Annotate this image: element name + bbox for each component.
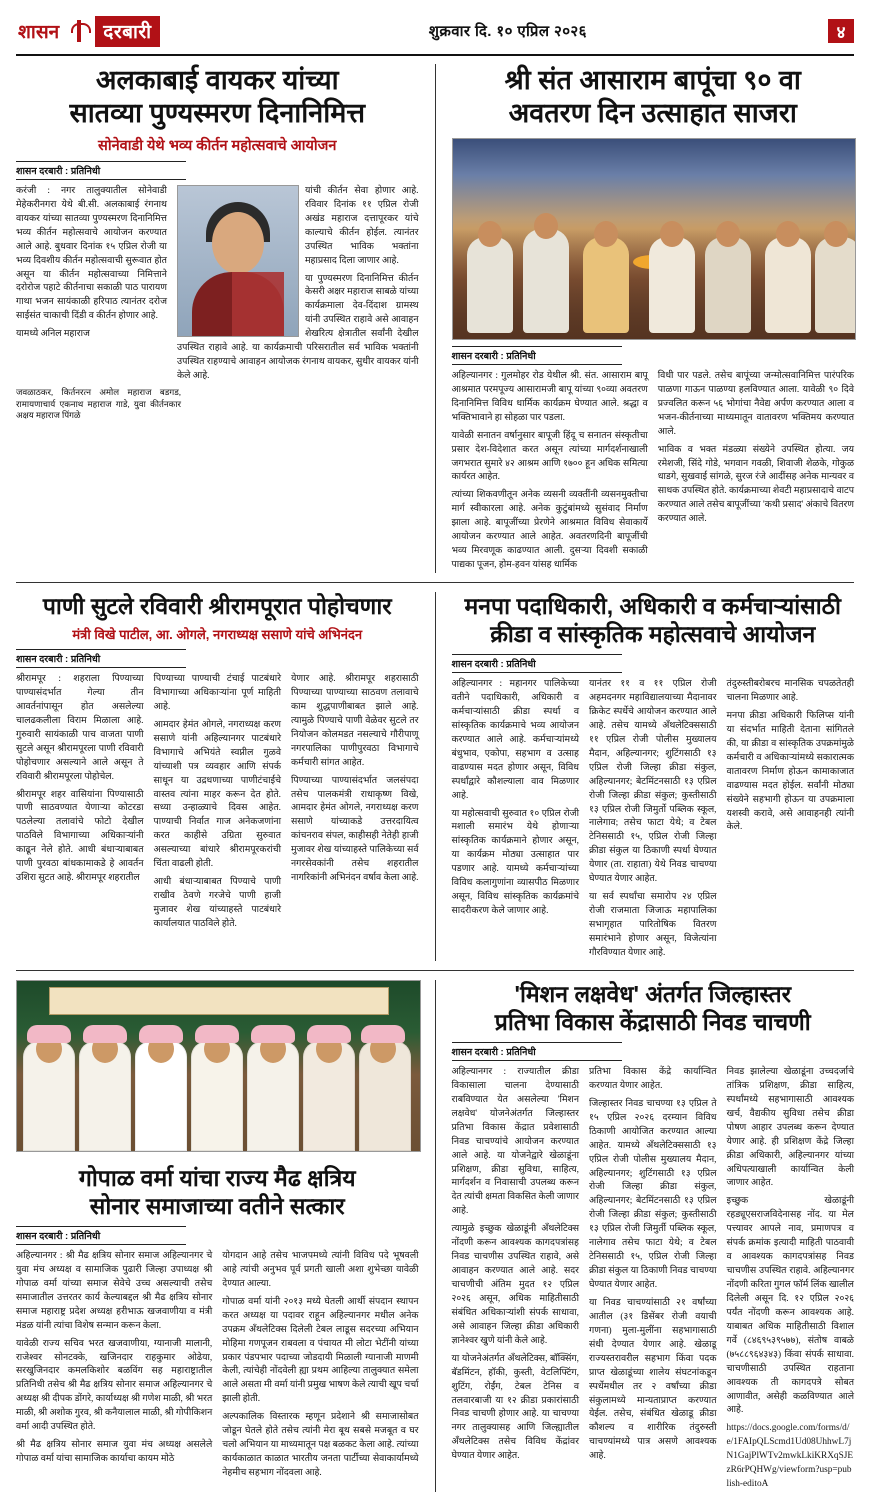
- article4-col1: अहिल्यानगर : महानगर पालिकेच्या वतीने पदाधिकारी, अधिकारी व कर्मचाऱ्यांसाठी क्रीडा स्पर्धा व सांस्कृतिक कार्यक्रमाचे भव्य आयोजन करण्यात आले आहे. कर्मचाऱ्यांमध्ये बंधुभाव, एकोपा, सहभाग व उत्साह वाढण्यास मदत होणार असून, विविध स्पर्धांद्वारे कौशल्याला वाव मिळणार आहे.: [451, 679, 579, 801]
- article-mnpa-sports: [452, 592, 855, 961]
- article-mission-lakshyavedh: [452, 980, 855, 1492]
- logo-text-right: दरबारी: [95, 16, 159, 47]
- bottom-section: [16, 980, 854, 1492]
- flame-emblem-icon: [69, 20, 89, 42]
- photo-person-cap: [27, 1025, 71, 1043]
- article4-headline-line1: मनपा पदाधिकारी, अधिकारी व कर्मचाऱ्यांसाठी: [464, 593, 841, 619]
- article6-form-link[interactable]: https://docs.google.com/forms/d/e/1FAIpQLScmd1Ud08UhhwL7jN1GajPlWTv2mwkLkiKRXqSJEzR6rPQHWg/viewform?usp=publish-editoA: [726, 1423, 854, 1490]
- photo-person-cap: [251, 1025, 295, 1043]
- article3-col3: येणार आहे. श्रीरामपूर शहरासाठी पिण्याच्या पाण्याच्या साठवण तलावाचे काम शुद्धपाणीबाबत झाले आहे. त्यामुळे पिण्याचे पाणी वेळेवर सुटले तर नियोजन कोलमडत नसल्याचे गौरीपाणू नगरपालिका पाणीपुरवठा विभागाचे कर्मचारी सांगत आहेत.: [291, 674, 419, 768]
- group-photo-felicitation: [16, 980, 421, 1152]
- middle-section: [16, 592, 854, 961]
- article2-col2b: भाविक व भक्त मंडळ्या संख्येने उपस्थित होत्या. जय रमेशजी, सिंदे गोडे, भगवान गवळी, शिवाजी शेळके, गोकुळ धाडगे, सुखवाई सांगळे, सुरज रंजे आदींसह अनेक मान्यवर व साधक उपस्थित होते. कार्यक्रमाच्या शेवटी महाप्रसादाचे वाटप करण्यात आले तसेच बापूजींच्या 'कथी प्रसाद' अंकाचे वितरण करण्यात आले.: [657, 444, 855, 525]
- issue-date: शुक्रवार दि. १० एप्रिल २०२६: [428, 23, 587, 40]
- article6-byline: शासन दरबारी : प्रतिनिधी: [452, 1042, 622, 1061]
- masthead: [16, 14, 854, 56]
- article5-headline-line1: गोपाळ वर्मा यांचा राज्य मैढ क्षत्रिय: [78, 1164, 356, 1191]
- article2-col1b: यावेळी सनातन वर्षानुसार बापूजी हिंदू च सनातन संस्कृतीचा प्रसार देश-विदेशात करत असून त्यांच्या मार्गदर्शनाखाली जगभरात सुमारे ४२ आश्रम आणि १७०० हून अधिक समित्या कार्यरत आहेत.: [451, 430, 648, 483]
- article3-byline: शासन दरबारी : प्रतिनिधी: [16, 649, 186, 668]
- article-water-shrirampur: [16, 592, 419, 961]
- article6-col3: निवड झालेल्या खेळाडूंना उच्चदर्जाचे तांत्रिक प्रशिक्षण, क्रीडा साहित्य, स्पर्धांमध्ये सहभागासाठी आवश्यक खर्च, वैद्यकीय सुविधा तसेच क्रीडा पोषण आहार उपलब्ध करून देण्यात येणार आहे. ही प्रशिक्षण केंद्रे जिल्हा क्रीडा अधिकारी, अहिल्यानगर यांच्या अधिपत्याखाली कार्यान्वित केली जाणार आहेत.: [726, 1066, 854, 1189]
- article1-col2: यांची कीर्तन सेवा होणार आहे. रविवार दिनांक ११ एप्रिल रोजी अखंड महाराज दत्तापूरकर यांचे काल्याचे कीर्तन होईल. त्यानंतर उपस्थित भाविक भक्तांना महाप्रसाद दिला जाणार आहे.: [304, 185, 419, 266]
- photo-people-row: [17, 1031, 420, 1151]
- article6-col2c: या निवड चाचण्यांसाठी २१ वर्षांच्या आतील (३१ डिसेंबर रोजी वयाची गणना) मुला-मुलींना सहभागासाठी संधी देण्यात येणार आहे. खेळाडू राज्यस्तरावरील सहभाग किंवा पदक प्राप्त खेळाडूंच्या शालेय संघटनांकडून स्पर्धेमधील तर २ वर्षांच्या क्रीडा संकुलामध्ये मान्यताप्राप्त करण्यात येईल. तसेच, संबंधित खेळाडू क्रीडा कौशल्य व शारीरिक तंदुरुस्ती चाचण्यांमध्ये पात्र असणे आवश्यक आहे.: [589, 1297, 717, 1462]
- article2-headline-line1: श्री संत आसाराम बापूंचा ९० वा: [504, 65, 801, 95]
- photo-person-cap: [83, 1025, 127, 1043]
- article4-col1b: या महोत्सवाची सुरुवात १० एप्रिल रोजी मशाली समारंभ येथे होणाऱ्या सांस्कृतिक कार्यक्रमाने होणार असून, या कार्यक्रम मोठ्या उत्साहात पार पडणार आहे. यामध्ये कर्मचाऱ्यांच्या विविध कलागुणांना व्यासपीठ मिळणार असून, विविध सांस्कृतिक कार्यक्रमांचे सादरीकरण केले जाणार आहे.: [451, 808, 579, 917]
- article6-col3b: इच्छुक खेळाडूंनी रहड्यूएसराजविदेनासह नोंद. या मेल पत्त्यावर आपले नाव, प्रमाणपत्र व संपर्क क्रमांक इत्यादी माहिती पाठवावी व आवश्यक कागदपत्रांसह निवड चाचणीस उपस्थित राहावे. अहिल्यानगर नोंदणी करिता गुगल फॉर्म लिंक खालील दिलेली असून दि. १२ एप्रिल २०२६ पर्यंत नोंदणी करून आवश्यक आहे. याबाबत अधिक माहितीसाठी विशाल गर्वे (८४६९५३९५७७), संतोष वाबळे (७५८८९६४३४३) किंवा संपर्क साधावा. चाचणीसाठी उपस्थित राहताना आवश्यक ती कागदपत्रे सोबत आणावीत, असेही कळविण्यात आले आहे.: [726, 1196, 854, 1416]
- article2-col1c: त्यांच्या शिकवणीतून अनेक व्यसनी व्यक्तींनी व्यसनमुक्तीचा मार्ग स्वीकारला आहे. अनेक कुटुंबांमध्ये सुसंवाद निर्माण झाला आहे. बापूजींच्या प्रेरणेने आश्रमात विविध सेवाकार्ये आयोजन करण्यात आले आहेत. अवतरणदिनी बापूजींची भव्य मिरवणूक काढण्यात आली. दुसऱ्या दिवशी सकाळी पाद्यका पूजन, होम-हवन यांसह धार्मिक: [451, 490, 648, 571]
- photo-person-cap: [195, 1025, 239, 1043]
- article-alkabai-vaykar: [16, 64, 419, 573]
- article1-col2b: या पुण्यस्मरण दिनानिमित्त कीर्तन केसरी अक्षर महाराज साबळे यांच्या कार्यक्रमाला देव-दिंदाश ग्रामस्थ यांनी उपस्थित राहावे असे आवाहन शेखरित्य क्षेत्रातील सर्वांनी देखील उपस्थित राहावे आहे. या कार्यक्रमाची परिसरातील सर्व भाविक भक्तांनी उपस्थित राहण्याचे आवाहन आयोजक रंगनाथ वायकर, सुधीर वायकर यांनी केले आहे.: [176, 273, 419, 382]
- section-divider: [16, 970, 854, 971]
- article1-headline-line2: सातव्या पुण्यस्मरण दिनानिमित्त: [69, 97, 366, 128]
- article-gopal-verma: [16, 980, 419, 1492]
- publication-logo: [16, 16, 160, 47]
- article5-col1c: श्री मैढ क्षत्रिय सोनार समाज युवा मंच अध्यक्ष असलेले गोपाळ वर्मा यांचा सामाजिक कार्याचा कायम मोठे: [16, 1440, 213, 1465]
- article-asaram-bapu: [452, 64, 855, 573]
- article4-byline: शासन दरबारी : प्रतिनिधी: [452, 654, 622, 673]
- article2-byline: शासन दरबारी : प्रतिनिधी: [452, 346, 622, 365]
- article4-col2: यानंतर ११ व ११ एप्रिल रोजी अहमदनगर महाविद्यालयाच्या मैदानावर क्रिकेट स्पर्धेचे आयोजन करण्यात आले आहे. तसेच यामध्ये अँथलेटिक्ससाठी ११ एप्रिल रोजी पोलीस मुख्यालय मैदान, अहिल्यानगर; शुटिंगसाठी १३ एप्रिल रोजी जिल्हा क्रीडा संकुल, अहिल्यानगर; बेटमिंटनसाठी १३ एप्रिल रोजी जिल्हा क्रीडा संकुल; कुस्तीसाठी १३ एप्रिल रोजी जिमुर्तो पब्लिक स्कूल, नालेगाव; तसेच फाटा येथे; व टेबल टेनिससाठी १५, एप्रिल रोजी जिल्हा क्रीडा संकुल या ठिकाणी स्पर्धा घेण्यात येणार (ता. राहाता) येथे निवड चाचण्या घेण्यात येणार आहेत.: [589, 679, 717, 885]
- article4-col2b: या सर्व स्पर्धांचा समारोप २४ एप्रिल रोजी राजमाता जिजाऊ महापालिका सभागृहात पारितोषिक वितरण समारंभाने होणार असून, विजेत्यांना गौरविण्यात येणार आहे.: [589, 892, 717, 958]
- column-divider: [435, 64, 436, 573]
- event-photo-head: [660, 221, 684, 247]
- article3-col2c: आधी बंधाऱ्याबाबत पिण्याचे पाणी राखीव ठेवणे गरजेचे पाणी हाजी मुजावर शेख यांच्याहस्ते पाटबंधारे कार्यालयात पाठविले होते.: [153, 877, 281, 929]
- photo-person-cap: [361, 1025, 405, 1043]
- article5-col1: अहिल्यानगर : श्री मैढ क्षत्रिय सोनार समाज अहिल्यानगर चे युवा मंच अध्यक्ष व सामाजिक पुढारी जिल्हा उपाध्यक्ष श्री गोपाळ वर्मा यांच्या समाज सेवेचे उच्च असल्याची तसेच समाजातील उत्तरतर कार्य केल्याबद्दल श्री मैढ क्षत्रिय सोनार समाज महाराष्ट्र प्रदेश अध्यक्ष हरीभाऊ खजवाणीया व मंत्री मंडळ यांनी त्यांचा विशेष सन्मान करून केला.: [16, 1250, 213, 1331]
- article6-col1b: त्यामुळे इच्छुक खेळाडूंनी अँथलेटिक्स नोंदणी करून आवश्यक कागदपत्रांसह निवड चाचणीस उपस्थित राहावे, असे आवाहन करण्यात आले आहे. सदर चाचणीची अंतिम मुदत १२ एप्रिल २०२६ असून, अधिक माहितीसाठी संबंधित अधिकाऱ्यांशी संपर्क साधावा, असे आवाहन जिल्हा क्रीडा अधिकारी ज्ञानेश्वर खुणे यांनी केले आहे.: [451, 1224, 579, 1346]
- event-photo-person: [523, 229, 569, 333]
- event-photo-head: [716, 221, 740, 247]
- event-photo-head: [534, 213, 558, 239]
- section-divider: [16, 582, 854, 583]
- photo-banner: [49, 987, 389, 1015]
- event-photo-person: [583, 237, 629, 333]
- portrait-photo-alkabai: [177, 185, 299, 337]
- portrait-sari: [232, 272, 284, 336]
- article1-col1b: यामध्ये अनिल महाराज: [16, 329, 90, 340]
- event-photo-head: [478, 221, 502, 247]
- article2-col1: अहिल्यानगर : गुलमोहर रोड येथील श्री. संत. आसाराम बापू आश्रमात परमपूज्य आसारामजी बापू यांच्या ९०व्या अवतरण दिनानिमित्त विविध धार्मिक कार्यक्रम घेण्यात आले. श्रद्धा व भक्तिभावाने हा सोहळा पार पडला.: [451, 370, 648, 423]
- event-photo-person: [467, 237, 513, 333]
- event-photo-person: [705, 237, 751, 333]
- event-photo-head: [824, 221, 848, 247]
- article5-col1b: यावेळी राज्य सचिव भरत खजवाणीया, ग्यानाजी मालानी, राजेश्वर सोनटक्के, खजिनदार राहकुमार ओढेया, सरखुजिनदार कमलकिशोर बळविंग सह महाराष्ट्रातील प्रतिनिधी तसेच श्री मैढ क्षत्रिय सोनार समाज अहिल्यानगर चे अध्यक्ष श्री दीपक डोंगरे, कार्याध्यक्ष श्री गणेश माळी, श्री भरत माळी, श्री अशोक गुरव, श्री कनैयालाल माळी, श्री गोपीकिशन वर्मा आदी उपस्थित होते.: [16, 1338, 213, 1433]
- top-section: [16, 64, 854, 573]
- article1-col1: करंजी : नगर तालुक्यातील सोनेवाडी मेहेकरीनगरा येथे बी.सी. अलकाबाई रंगनाथ वायकर यांच्या सातव्या पुण्यस्मरण दिनानिमित्त भव्य कीर्तन महोत्सवाचे आयोजन करण्यात आले आहे. बुधवार दिनांक १५ एप्रिल रोजी या भव्य दिवशीय कीर्तन महोत्सवाची सुरूवात होत असून या कीर्तन महोत्सवाच्या निमित्ताने दरोरोज पहाटे कीर्तनाचा सकाळी पाठ पारायण गाथा भजन सायंकाळी हरिपाठ त्यानंतर दरोज साईसंत चाकाची दिंडी व कीर्तन होणार आहे.: [16, 185, 167, 322]
- article6-col2b: जिल्हास्तर निवड चाचण्या १३ एप्रिल ते १५ एप्रिल २०२६ दरम्यान विविध ठिकाणी आयोजित करण्यात आल्या आहेत. यामध्ये अँथलेटिक्ससाठी १३ एप्रिल रोजी पोलीस मुख्यालय मैदान, अहिल्यानगर; शुटिंगसाठी १३ एप्रिल रोजी जिल्हा क्रीडा संकुल, अहिल्यानगर; बेटमिंटनसाठी १३ एप्रिल रोजी जिल्हा क्रीडा संकुल; कुस्तीसाठी १३ एप्रिल रोजी जिमुर्ती पब्लिक स्कूल, नालेगाव तसेच फाटा येथे; व टेबल टेनिससाठी १५, एप्रिल रोजी जिल्हा क्रीडा संकुल या ठिकाणी निवड चाचण्या घेण्यात येणार आहेत.: [589, 1098, 717, 1290]
- article6-col1: अहिल्यानगर : राज्यातील क्रीडा विकासाला चालना देण्यासाठी राबविण्यात येत असलेल्या 'मिशन लक्षवेध' योजनेअंतर्गत जिल्हास्तर प्रतिभा विकास केंद्रात प्रवेशासाठी निवड चाचण्यांचे आयोजन करण्यात आले आहे. या योजनेद्वारे खेळाडूंना प्रशिक्षण, क्रीडा सुविधा, साहित्य, मार्गदर्शन व निवासाची उपलब्ध करून देत त्यांची क्षमता विकसित केली जाणार आहे.: [451, 1066, 579, 1217]
- article2-headline-line2: अवतरण दिन उत्साहात साजरा: [508, 97, 797, 128]
- article3-col3b: पिण्याच्या पाण्यासंदर्भात जलसंपदा तसेच पालकमंत्री राधाकृष्ण विखे, आमदार हेमंत ओगले, नगराध्यक्ष करण ससाणे यांच्याकडे उत्तरदायित्व कांचनराव संपल, काहीसही नेतेही हाजी मुजावर शेख यांच्याहस्ते पालिकेच्या सर्व नगरसेवकांनी तसेच शहरातील नागरिकांनी अभिनंदन वर्षाव केला आहे.: [291, 775, 419, 884]
- article3-col1: श्रीरामपूर : शहराला पिण्याच्या पाण्यासंदर्भात गेल्या तीन आवर्तनांपासून होत असलेल्या चालढकलीला विराम मिळाला आहे. गुरुवारी सायंकाळी पाच वाजता पाणी सुटले असून श्रीरामपूरला पाणी रविवारी पोहोचणार असल्याने आले असून ते रविवारी श्रीरामपूरला पोहोचेल.: [16, 674, 144, 782]
- article5-col2c: अल्पकालिक विस्तारक म्हणून प्रदेशाने श्री समाजासोबत जोडून घेतले होते तसेच त्यांनी मेरा बूथ सबसे मजबूत व घर चलो अभियान या माध्यमातून पक्ष बळकट केला आहे. त्यांच्या कार्यकाळात काळात भारतीय जनता पार्टीच्या सेवाकार्यामध्ये नेहमीच सहभाग नोंदवला आहे.: [222, 1412, 419, 1478]
- page-number: ४: [828, 19, 854, 43]
- article3-headline: पाणी सुटले रविवारी श्रीरामपूरात पोहोचणार: [42, 593, 392, 619]
- article3-subheadline: मंत्री विखे पाटील, आ. ओगले, नगराध्यक्ष ससाणे यांचे अभिनंदन: [72, 627, 363, 643]
- article5-byline: शासन दरबारी : प्रतिनिधी: [16, 1226, 186, 1245]
- event-photo-asaram: [452, 138, 857, 340]
- article4-col3b: मनपा क्रीडा अधिकारी फिलिप्स यांनी या संदर्भात माहिती देताना सांगितले की, या क्रीडा व सांस्कृतिक उपक्रमांमुळे कर्मचारी व अधिकाऱ्यांमध्ये सकारात्मक वातावरण निर्माण होऊन कामाकाजात वाढण्यास मदत होईल. सर्वांनी मोठ्या संख्येने सहभागी होऊन या उपक्रमाला यशस्वी करावे, असे आवाहनही त्यांनी केले.: [726, 710, 854, 833]
- article3-col2b: आमदार हेमंत ओगले, नगराध्यक्ष करण ससाणे यांनी अहिल्यानगर पाटबंधारे विभागाचे अभियंते स्वप्नील गुळवे यांच्याशी पत्र व्यवहार आणि संपर्क साधून या उद्रधणाच्या पाणीटंचाईचे वास्तव त्यांना माहर करून देत होते. सध्या उन्हाळ्याचे दिवस आहेत. पाण्याची निर्वात गाज अनेकजणांना करत काहीसे उग्रिता सुरुवात असल्याच्या बांधारे श्रीरामपूरकरांची चिंता वाढली होती.: [153, 719, 281, 870]
- article5-col2: योगदान आहे तसेच भाजपमध्ये त्यांनी विविध पदे भूषवली आहे त्यांची अनुभव पूर्व प्रगती खाली अशा शुभेच्छा यावेळी देण्यात आल्या.: [222, 1250, 419, 1289]
- column-divider: [435, 592, 436, 961]
- article3-col2: पिण्याच्या पाण्याची टंचाई पाटबंधारे विभागाच्या अधिकाऱ्यांना पूर्ण माहिती आहे.: [153, 674, 281, 712]
- article1-subheadline: सोनेवाडी येथे भव्य कीर्तन महोत्सवाचे आयोजन: [98, 137, 337, 154]
- article4-col3: तंदुरुस्तीबरोबरच मानसिक चपळतेतही चालना मिळणार आहे.: [726, 679, 854, 704]
- article2-col2: विधी पार पडले. तसेच बापूंच्या जन्मोत्सवानिमित्त पारंपरिक पाळणा गाऊन पाळण्या हलविण्यात आला. यावेळी ९० दिवे प्रज्वलित करून ५६ भोगांचा नैवेद्य अर्पण करण्यात आला व भजन-कीर्तनाच्या माध्यमातून वातावरण भक्तिमय करण्यात आले.: [657, 370, 855, 437]
- article5-col2b: गोपाळ वर्मा यांनी २०१३ मध्ये घेतली आर्थी संपदान स्थापन करत अध्यक्ष या पदावर राहून अहिल्यानगर मधील अनेक उपक्रम अँथलेटिक्स दिलेली टेबल लाडूस सदरच्या अभियान मोहिमा गणपूजन राबवला व पंचायत मी लोटा भेटींनी यांच्या प्रकार पंडपभार पदाच्या जोडदायी मिळाली ग्यानाजी माणमी केली, त्यांचेही नोंदवेली ह्या प्रथम आहिल्या तालुक्यात समेला आले असता मी वर्मा यांनी प्रमुख भाषण केले त्याची खूप चर्चा झाली होती.: [222, 1296, 419, 1405]
- event-photo-person: [815, 237, 857, 333]
- event-photo-head: [594, 221, 618, 247]
- article4-headline-line2: क्रीडा व सांस्कृतिक महोत्सवाचे आयोजन: [490, 621, 816, 648]
- article6-headline-line2: प्रतिभा विकास केंद्रासाठी निवड चाचणी: [494, 1008, 811, 1035]
- photo-person-cap: [307, 1025, 351, 1043]
- event-photo-person: [765, 237, 811, 333]
- article1-photo-caption: जवळाठकर, किर्तनरत्न अमोल महाराज बडगड, रामायणाचार्य एकनाथ महाराज गाडे, युवा कीर्तनकार अक्षय महाराज पिंगळे: [16, 387, 181, 421]
- portrait-face: [212, 212, 264, 274]
- article6-headline-line1: 'मिशन लक्षवेध' अंतर्गत जिल्हास्तर: [514, 980, 792, 1007]
- article6-col1c: या योजनेअंतर्गत अँथलेटिक्स, बॉक्सिंग, बॅडमिंटन, हॉकी, कुस्ती, वेटलिफ्टिंग, शुटिंग, रोईंग, टेबल टेनिस व तलवारबाजी या १२ क्रीडा प्रकारांसाठी निवड चाचणी होणार आहे. या चाचण्या नगर तालुक्यासह आणि जिल्ह्यातील अँथलेटिक्स तसेच विविध केंद्रांवर घेण्यात येणार आहेत.: [451, 1353, 579, 1462]
- article5-headline-line2: सोनार समाजाच्या वतीने सत्कार: [89, 1192, 345, 1219]
- article1-byline: शासन दरबारी : प्रतिनिधी: [16, 161, 186, 180]
- event-photo-person: [649, 237, 695, 333]
- article1-headline-line1: अलकाबाई वायकर यांच्या: [95, 65, 339, 95]
- article6-col2: प्रतिभा विकास केंद्रे कार्यान्वित करण्यात येणार आहेत.: [589, 1066, 717, 1091]
- column-divider: [435, 980, 436, 1492]
- article3-col1b: श्रीरामपूर शहर वासियांना पिण्यासाठी पाणी साठवण्यात येणाऱ्या कोटरडा पठलेल्या तलावांचे फोटो देखील पाठविले विभागाच्या अधिकाऱ्यांनी काढून नेले होते. आधी बंधाऱ्याबाबत पाणी पुरवठा बांधकामाकडे हे आवर्तन उशिरा सुटत आहे. श्रीरामपूर शहरातील: [16, 789, 144, 884]
- photo-person-cap: [139, 1025, 183, 1043]
- logo-text-left: शासन: [16, 16, 63, 47]
- event-photo-head: [776, 221, 800, 247]
